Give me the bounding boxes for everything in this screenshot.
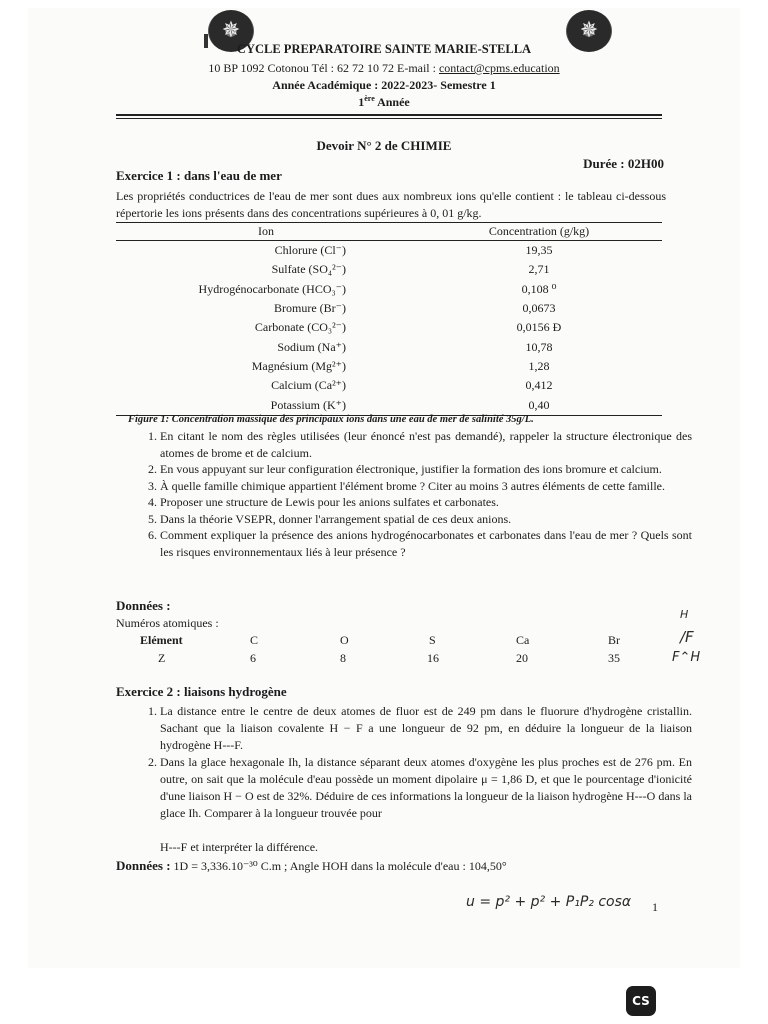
- year-word: Année: [374, 95, 410, 109]
- exercise2-title: Exercice 2 : liaisons hydrogène: [116, 684, 287, 699]
- concentration-cell: 0,108 ⁰: [521, 281, 557, 296]
- question-item: 6. Comment expliquer la présence des anions hydrogénocarbonates et carbonates dans l'eau de mer ? Quels sont les risques environnementaux liés à leur présence ?: [160, 527, 692, 560]
- contact-text: 10 BP 1092 Cotonou Tél : 62 72 10 72 E-mail :: [208, 61, 439, 75]
- exercise1-questions: [130, 428, 692, 560]
- ion-cell: Carbonate (CO₃²⁻): [254, 320, 346, 335]
- contact-email-link[interactable]: contact@cpms.education: [438, 61, 560, 75]
- question-item: 1. La distance entre le centre de deux atomes de fluor est de 249 pm dans le fluorure d'hydrogène cristallin. Sachant que la liaison covalente H − F a une longueur de 92 pm, en déduire la longueur de la liaison hydrogène H---F.: [160, 703, 692, 754]
- exercise2-data-label: Données :: [116, 858, 171, 873]
- atomic-value-cell: 20: [516, 651, 528, 665]
- page-number: 1: [652, 900, 658, 914]
- atomic-header-cell: C: [250, 633, 259, 647]
- column-header-concentration: Concentration (g/kg): [416, 223, 662, 241]
- atomic-numbers-label: Numéros atomiques :: [116, 616, 219, 630]
- concentration-cell: 0,412: [525, 378, 553, 393]
- table-row: [116, 376, 662, 395]
- table-row: [116, 395, 662, 415]
- exercise1-intro: Les propriétés conductrices de l'eau de mer sont dues aux nombreux ions qu'elle contient : le tableau ci-dessous répertorie les ions présents dans des concentrations supérieures à 0, 01 g/kg.: [116, 189, 666, 220]
- ion-cell: Hydrogénocarbonate (HCO₃⁻): [198, 281, 346, 296]
- ion-cell: Bromure (Br⁻): [274, 301, 346, 316]
- atomic-value-cell: 8: [340, 651, 346, 665]
- question-item: 2. Dans la glace hexagonale Ih, la distance séparant deux atomes d'oxygène les plus proches est de 276 pm. En outre, on sait que la molécule d'eau possède un moment dipolaire μ = 1,86 D, et que le pourcentage d'ionicité d'une liaison H − O est de 32%. Déduire de ces informations la longueur de la liaison hydrogène H---O dans la glace Ih. Comparer à la longueur trouvée pour: [160, 754, 692, 822]
- atomic-header-row: [0, 633, 768, 651]
- school-logo-right: ✵: [566, 10, 612, 52]
- concentration-cell: 0,0673: [522, 301, 556, 316]
- ion-cell: Potassium (K⁺): [116, 395, 416, 415]
- atomic-value-cell: Z: [158, 651, 166, 665]
- school-logo-left: ✵: [208, 10, 254, 52]
- table-row: [116, 280, 662, 299]
- camscanner-badge-icon: CS: [626, 986, 656, 1016]
- study-year: [0, 94, 768, 110]
- handwritten-fh-note: F⌃H: [672, 650, 701, 665]
- concentration-cell: 0,0156 Ð: [516, 320, 562, 335]
- question-item: 2. En vous appuyant sur leur configuration électronique, justifier la formation des ions bromure et calcium.: [160, 461, 692, 478]
- academic-year: Année Académique : 2022-2023- Semestre 1: [272, 78, 496, 92]
- atomic-value-cell: 6: [250, 651, 256, 665]
- handwritten-formula: u = p² + p² + P₁P₂ cosα: [466, 894, 632, 910]
- ion-cell: Sulfate (SO₄²⁻): [271, 262, 346, 277]
- atomic-header-cell: Ca: [516, 633, 530, 647]
- question-item: 4. Proposer une structure de Lewis pour les anions sulfates et carbonates.: [160, 494, 692, 511]
- ion-cell: Magnésium (Mg²⁺): [251, 358, 346, 373]
- table-row: [116, 357, 662, 376]
- ion-cell: Chlorure (Cl⁻): [274, 243, 346, 258]
- concentration-cell: 10,78: [525, 339, 553, 354]
- table-row: [116, 299, 662, 318]
- atomic-header-cell: Br: [608, 633, 620, 647]
- contact-line: [0, 61, 768, 76]
- atomic-value-cell: 16: [427, 651, 439, 665]
- handwritten-h-note: H: [680, 608, 689, 621]
- atomic-value-cell: 35: [608, 651, 620, 665]
- table-row: [116, 260, 662, 279]
- table-header-row: [116, 223, 662, 241]
- ion-concentration-table: [116, 222, 662, 416]
- exercise2-question-tail: H---F et interpréter la différence.: [160, 840, 319, 854]
- concentration-cell: 1,28: [528, 358, 550, 373]
- table-row: [116, 337, 662, 356]
- atomic-header-cell: O: [340, 633, 349, 647]
- concentration-cell: 19,35: [525, 243, 553, 258]
- table-row: [116, 318, 662, 337]
- exam-duration: Durée : 02H00: [583, 156, 664, 171]
- header-divider-thin: [116, 118, 662, 119]
- atomic-values-row: [0, 651, 768, 669]
- column-header-ion: Ion: [116, 223, 416, 241]
- concentration-cell: 0,40: [416, 395, 662, 415]
- header-divider-thick: [116, 114, 662, 116]
- ion-cell: Sodium (Na⁺): [277, 339, 346, 354]
- year-superscript: ère: [364, 94, 375, 103]
- school-name: CYCLE PREPARATOIRE SAINTE MARIE-STELLA: [236, 42, 532, 56]
- exercise2-data: [116, 858, 507, 874]
- year-number: 1: [358, 95, 365, 109]
- exercise2-questions: [130, 703, 692, 822]
- question-item: 5. Dans la théorie VSEPR, donner l'arrangement spatial de ces deux anions.: [160, 511, 692, 528]
- exam-title: Devoir N° 2 de CHIMIE: [316, 138, 452, 153]
- exercise1-title: Exercice 1 : dans l'eau de mer: [116, 168, 282, 183]
- question-item: 1. En citant le nom des règles utilisées (leur énoncé n'est pas demandé), rappeler la structure électronique des atomes de brome et de calcium.: [160, 428, 692, 461]
- exercise1-data-label: Données :: [116, 598, 171, 613]
- table-caption: Figure 1: Concentration massique des principaux ions dans une eau de mer de salinité 35g/L.: [128, 414, 534, 425]
- concentration-cell: 2,71: [528, 262, 550, 277]
- question-item: 3. À quelle famille chimique appartient l'élément brome ? Citer au moins 3 autres éléments de cette famille.: [160, 478, 692, 495]
- atomic-header-cell: S: [429, 633, 436, 647]
- exercise2-data-text: 1D = 3,336.10⁻³⁰ C.m ; Angle HOH dans la molécule d'eau : 104,50°: [170, 859, 507, 873]
- table-row: [116, 241, 662, 261]
- handwritten-f-note: /F: [680, 628, 694, 646]
- ion-cell: Calcium (Ca²⁺): [271, 378, 346, 393]
- atomic-header-cell: Elément: [140, 633, 183, 647]
